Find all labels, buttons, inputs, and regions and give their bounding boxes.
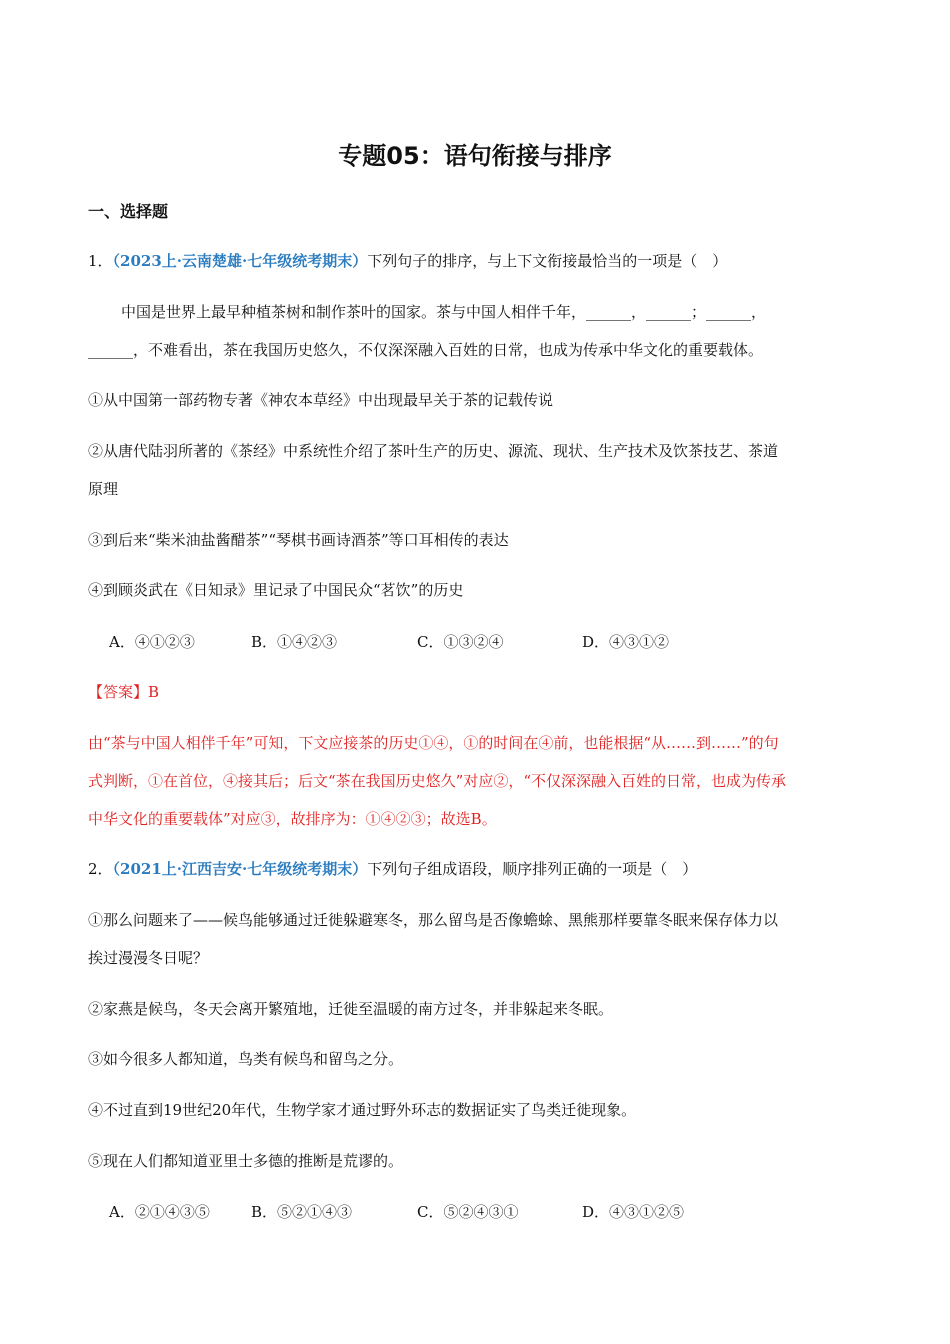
option-d[interactable]: D．④③①②⑤ — [582, 1203, 685, 1221]
question-text: 下列句子的排序，与上下文衔接最恰当的一项是（ ） — [367, 252, 728, 270]
sentence-item-continued: 挨过漫漫冬日呢？ — [88, 949, 209, 967]
explanation-line: 式判断，①在首位，④接其后；后文“茶在我国历史悠久”对应②，“不仅深深融入百姓的日常，也成为传承 — [88, 772, 787, 790]
question-number: 1． — [88, 252, 113, 270]
question-source: （2021上·江西吉安·七年级统考期末） — [112, 860, 368, 878]
sentence-item: ②家燕是候鸟，冬天会离开繁殖地，迁徙至温暖的南方过冬，并非躲起来冬眠。 — [88, 1000, 614, 1018]
explanation-line: 由“茶与中国人相伴千年”可知，下文应接茶的历史①④，①的时间在④前，也能根据“从……到……”的句 — [88, 734, 779, 752]
option-b[interactable]: B．⑤②①④③ — [251, 1203, 353, 1221]
sentence-item: ②从唐代陆羽所著的《茶经》中系统性介绍了茶叶生产的历史、源流、现状、生产技术及饮茶技艺、茶道 — [88, 442, 779, 460]
passage-line: 中国是世界上最早种植茶树和制作茶叶的国家。茶与中国人相伴千年，______，______；______， — [121, 303, 767, 321]
sentence-item: ①那么问题来了——候鸟能够通过迁徙躲避寒冬，那么留鸟是否像蟾蜍、黑熊那样要靠冬眠来保存体力以 — [88, 911, 779, 929]
sentence-item: ④到顾炎武在《日知录》里记录了中国民众“茗饮”的历史 — [88, 581, 464, 599]
sentence-item: ⑤现在人们都知道亚里士多德的推断是荒谬的。 — [88, 1152, 404, 1170]
sentence-item: ①从中国第一部药物专著《神农本草经》中出现最早关于茶的记载传说 — [88, 391, 554, 409]
option-c[interactable]: C．⑤②④③① — [417, 1203, 519, 1221]
option-b[interactable]: B．①④②③ — [251, 633, 338, 651]
option-d[interactable]: D．④③①② — [582, 633, 670, 651]
option-c[interactable]: C．①③②④ — [417, 633, 504, 651]
page-title: 专题05：语句衔接与排序 — [338, 142, 612, 170]
question-text: 下列句子组成语段，顺序排列正确的一项是（ ） — [367, 860, 698, 878]
question-2-stem — [88, 858, 697, 879]
sentence-item: ③如今很多人都知道，鸟类有候鸟和留鸟之分。 — [88, 1050, 404, 1068]
answer-label: 【答案】B — [88, 683, 160, 701]
question-source: （2023上·云南楚雄·七年级统考期末） — [112, 252, 368, 270]
passage-line: ______，不难看出，茶在我国历史悠久，不仅深深融入百姓的日常，也成为传承中华文化的重要载体。 — [88, 341, 764, 359]
section-heading: 一、选择题 — [88, 202, 169, 221]
sentence-item: ③到后来“柴米油盐酱醋茶”“琴棋书画诗酒茶”等口耳相传的表达 — [88, 531, 509, 549]
sentence-item-continued: 原理 — [88, 480, 119, 498]
question-number: 2． — [88, 860, 113, 878]
explanation-line: 中华文化的重要载体”对应③，故排序为：①④②③；故选B。 — [88, 810, 497, 828]
option-a[interactable]: A．②①④③⑤ — [109, 1203, 210, 1221]
sentence-item: ④不过直到19世纪20年代，生物学家才通过野外环志的数据证实了鸟类迁徙现象。 — [88, 1101, 637, 1119]
option-a[interactable]: A．④①②③ — [109, 633, 195, 651]
question-1-stem — [88, 250, 727, 271]
